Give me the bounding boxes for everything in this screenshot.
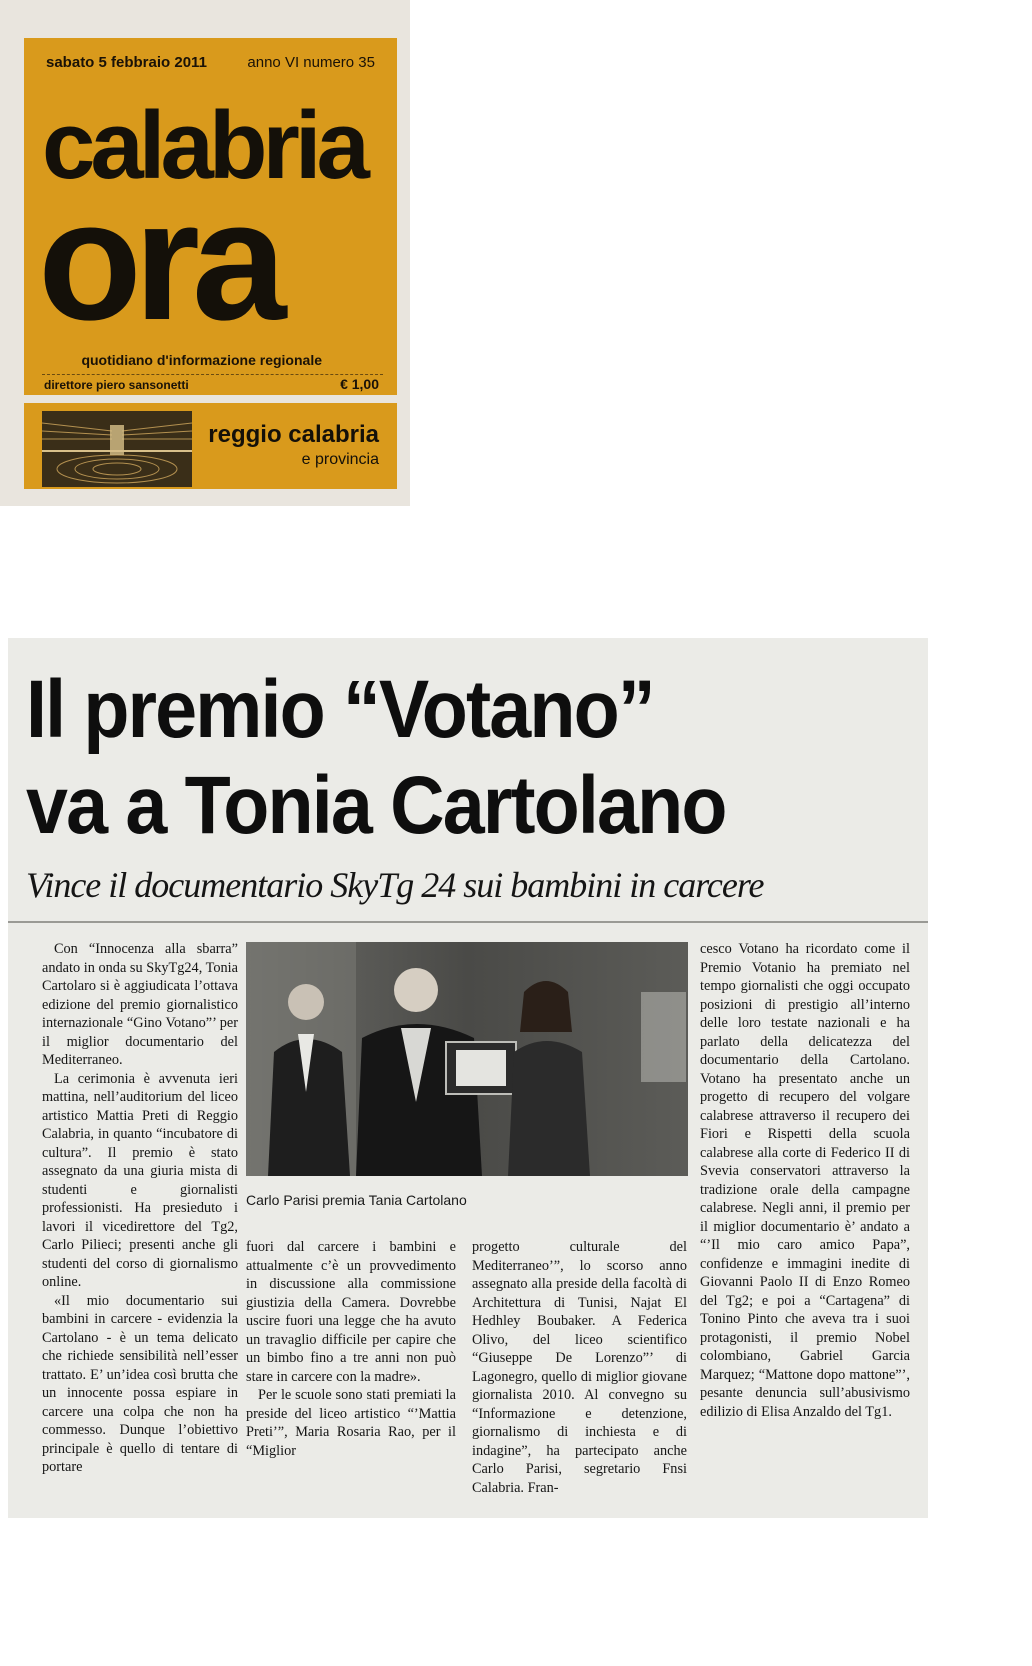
headline-divider — [8, 921, 928, 923]
paragraph: Con “Innocenza alla sbarra” andato in onda su SkyTg24, Tonia Cartolaro si è aggiudicata l’ottava edizione del premio giornalistico internazionale “Gino Votano”’ per il miglior documentario del Mediterraneo. — [42, 941, 238, 1068]
masthead-date: sabato 5 febbraio 2011 — [46, 54, 207, 71]
newspaper-name-line1: calabria — [42, 92, 365, 199]
city-waterfront-image — [42, 411, 192, 487]
edition-city: reggio calabria — [208, 421, 379, 448]
masthead-price: € 1,00 — [340, 376, 379, 392]
newspaper-masthead — [0, 0, 410, 506]
article-headline — [26, 662, 836, 854]
paragraph: Per le scuole sono stati premiati la preside del liceo artistico “’Mattia Preti’”, Maria Rosaria Rao, per il “Miglior — [246, 1387, 456, 1459]
article-subheadline: Vince il documentario SkyTg 24 sui bambini in carcere — [26, 865, 764, 905]
headline-line-2: va a Tonia Cartolano — [26, 759, 726, 851]
newspaper-name-line2: ora — [38, 166, 279, 356]
masthead-banner — [24, 38, 397, 395]
masthead-subtitle: quotidiano d'informazione regionale — [81, 352, 322, 368]
masthead-issue: anno VI numero 35 — [247, 54, 375, 71]
paragraph: cesco Votano ha ricordato come il Premio Votanio ha premiato nel tempo giornalisti che oggi occupato posizioni di prestigio all’interno delle loro testate nazionali e ha parlato della delicatezza del documentario della Cartolano. Votano ha presentato anche un progetto di recupero del volgare calabrese attraverso il recupero dei Fiori e Rispetti della scuola calabrese alla corte di Federico II di Svevia conservatori attraverso la tradizione orale della campagne calabrese. Negli anni, il premio per il miglior documentario è’ andato a “’Il mio caro amico Papa”, confidenze e immagini inedite di Giovanni Paolo II di Enzo Romeo del Tg2; e poi a “Cartagena” di Tonino Pinto che aveva tra i suoi protagonisti, il premio Nobel colombiano, Gabriel Garcia Marquez; “Mattone dopo mattone”’, pesante denuncia sull’abusivismo edilizio di Elisa Anzaldo del Tg1. — [700, 941, 910, 1420]
award-ceremony-photo — [246, 942, 688, 1176]
edition-area: e provincia — [301, 451, 379, 468]
edition-banner — [24, 403, 397, 489]
newspaper-article — [8, 638, 928, 1518]
headline-line-1: Il premio “Votano” — [26, 664, 654, 755]
masthead-divider — [42, 374, 383, 375]
photo-caption: Carlo Parisi premia Tania Cartolano — [246, 1192, 467, 1208]
masthead-director: direttore piero sansonetti — [44, 378, 189, 392]
article-column-3 — [472, 1238, 687, 1498]
paragraph: progetto culturale del Mediterraneo’”, lo scorso anno assegnato alla preside della facoltà di Architettura di Tunisi, Najat El Hedhley Boubaker. A Federica Olivo, del liceo scientifico “Giuseppe De Lorenzo”’ di Lagonegro, quello di miglior giovane giornalista 2010. Al convegno su “Informazione e detenzione, giornalismo di inchiesta e di indagine”, ha partecipato anche Carlo Parisi, segretario Fnsi Calabria. Fran- — [472, 1239, 687, 1496]
article-column-4 — [700, 940, 910, 1500]
paragraph: «Il mio documentario sui bambini in carcere - evidenzia la Cartolano - è un tema delicato che richiede sensibilità nell’esser trattato. E’ un’idea così brutta che un innocente possa espiare in carcere una colpa che non ha commesso. Dunque l’obiettivo principale è quello di tentare di portare — [42, 1292, 238, 1475]
article-column-1 — [42, 940, 238, 1500]
paragraph: La cerimonia è avvenuta ieri mattina, nell’auditorium del liceo artistico Mattia Preti di Reggio Calabria, in quanto “incubatore di cultura”. Il premio è stato assegnato da una giuria mista di studenti e giornalisti professionisti. Ha presieduto i lavori il vicedirettore del Tg2, Carlo Pilieci; presenti anche gli studenti del corso di giornalismo online. — [42, 1070, 238, 1290]
paragraph: fuori dal carcere i bambini e attualmente c’è un provvedimento in discussione alla commissione giustizia della Camera. Dovrebbe uscire fuori una legge che ha avuto un travaglio difficile per capire che un bimbo fino a tre anni non può stare in carcere con la madre». — [246, 1239, 456, 1385]
article-column-2 — [246, 1238, 456, 1498]
